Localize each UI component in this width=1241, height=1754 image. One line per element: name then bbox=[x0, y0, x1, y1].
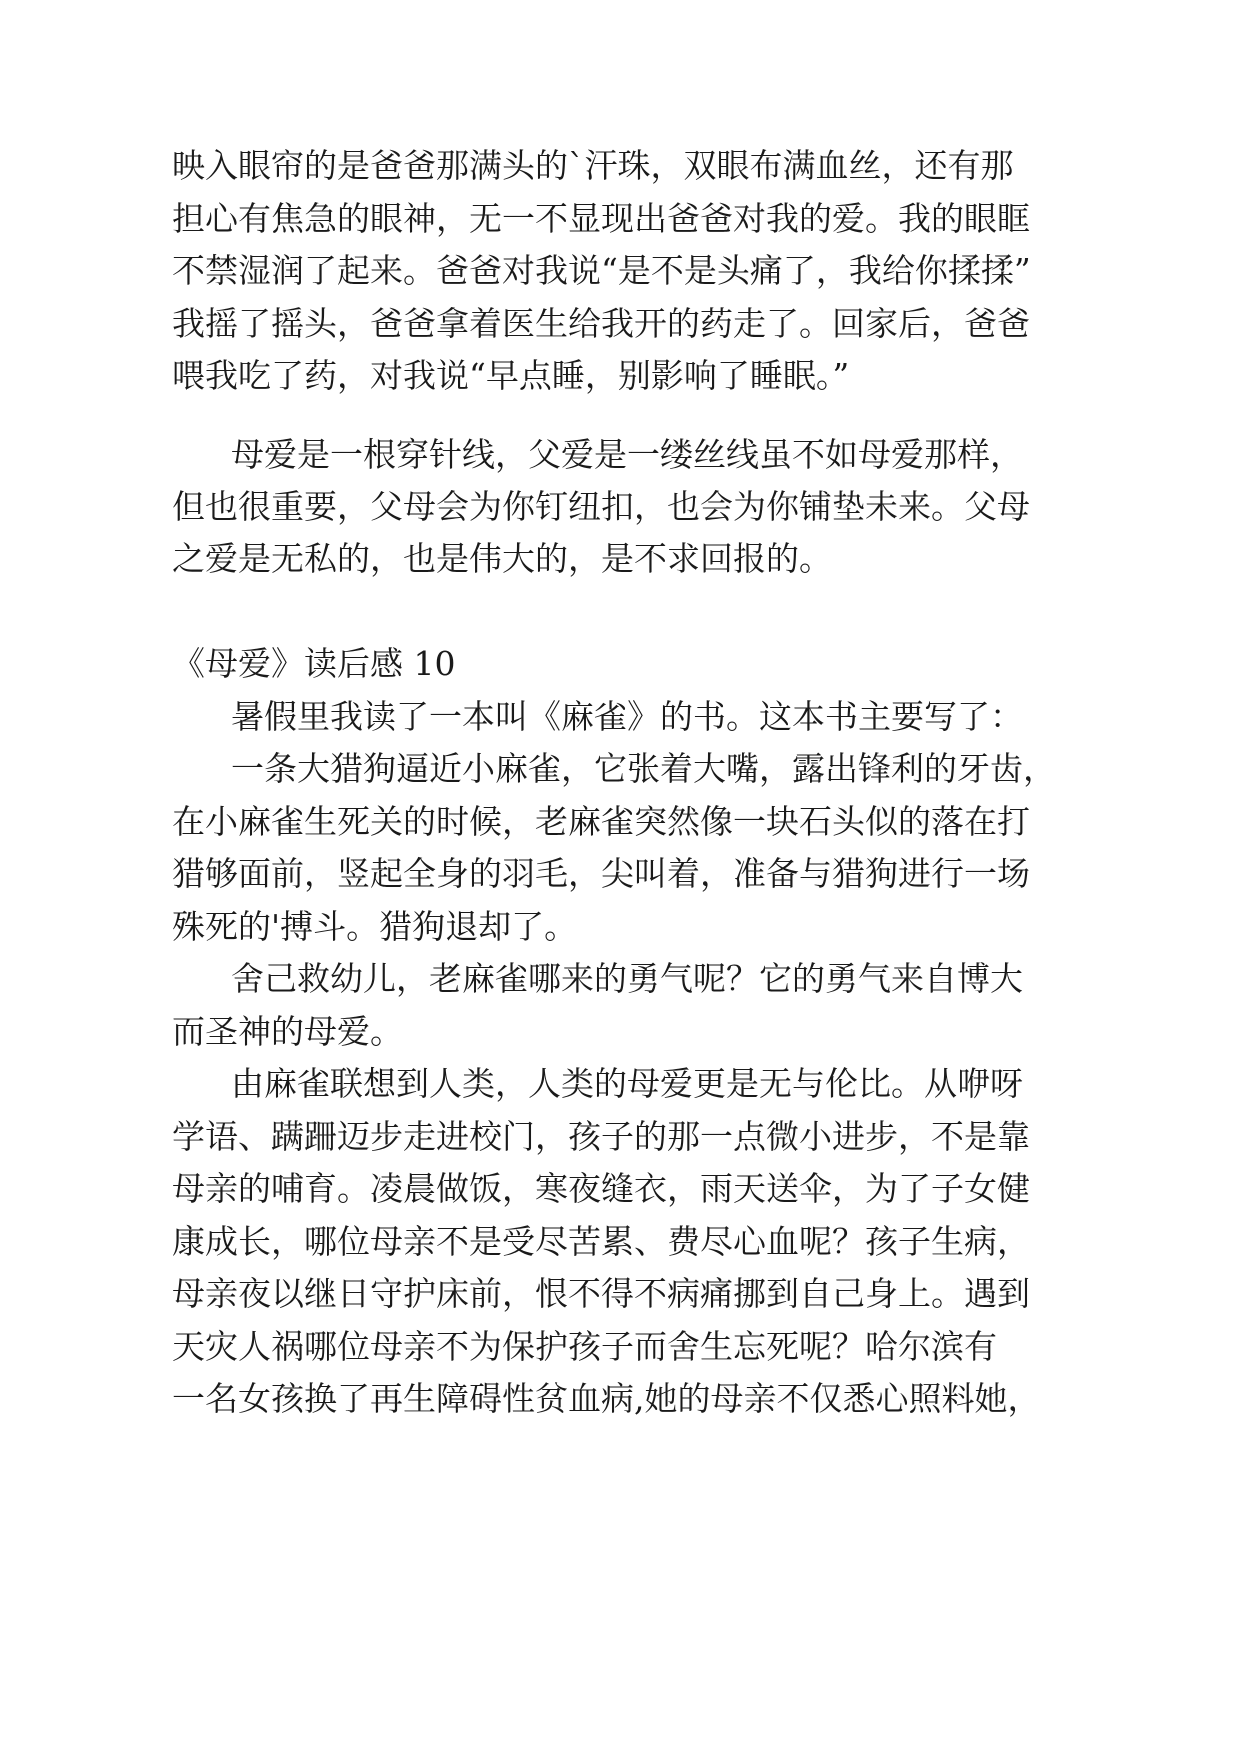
text-line: 天灾人祸哪位母亲不为保护孩子而舍生忘死呢？哈尔滨有 bbox=[172, 1327, 997, 1366]
text-line: 不禁湿润了起来。爸爸对我说“是不是头痛了，我给你揉揉” bbox=[172, 251, 1031, 290]
text-line: 一条大猎狗逼近小麻雀，它张着大嘴，露出锋利的牙齿， bbox=[231, 749, 1056, 788]
text-line: 学语、蹒跚迈步走进校门，孩子的那一点微小进步，不是靠 bbox=[172, 1117, 1030, 1156]
text-line: 在小麻雀生死关的时候，老麻雀突然像一块石头似的落在打 bbox=[172, 802, 1030, 841]
text-line: 喂我吃了药，对我说“早点睡，别影响了睡眠。” bbox=[172, 356, 850, 395]
text-line: 我摇了摇头，爸爸拿着医生给我开的药走了。回家后，爸爸 bbox=[172, 304, 1030, 343]
text-line: 之爱是无私的，也是伟大的，是不求回报的。 bbox=[172, 539, 832, 578]
text-line: 映入眼帘的是爸爸那满头的`汗珠，双眼布满血丝，还有那 bbox=[172, 146, 1014, 185]
text-line: 母亲夜以继日守护床前，恨不得不病痛挪到自己身上。遇到 bbox=[172, 1274, 1030, 1313]
text-line: 但也很重要，父母会为你钉纽扣，也会为你铺垫未来。父母 bbox=[172, 487, 1030, 526]
text-line: 担心有焦急的眼神，无一不显现出爸爸对我的爱。我的眼眶 bbox=[172, 199, 1030, 238]
text-line: 暑假里我读了一本叫《麻雀》的书。这本书主要写了： bbox=[231, 697, 1023, 736]
text-line: 舍己救幼儿，老麻雀哪来的勇气呢？它的勇气来自博大 bbox=[231, 959, 1023, 998]
text-line: 母亲的哺育。凌晨做饭，寒夜缝衣，雨天送伞，为了子女健 bbox=[172, 1169, 1030, 1208]
text-line: 猎够面前，竖起全身的羽毛，尖叫着，准备与猎狗进行一场 bbox=[172, 854, 1030, 893]
section-heading: 《母爱》读后感 10 bbox=[172, 644, 456, 683]
text-line: 康成长，哪位母亲不是受尽苦累、费尽心血呢？孩子生病， bbox=[172, 1222, 1030, 1261]
text-line: 母爱是一根穿针线，父爱是一缕丝线虽不如母爱那样， bbox=[231, 435, 1023, 474]
text-line: 由麻雀联想到人类，人类的母爱更是无与伦比。从咿呀 bbox=[231, 1064, 1023, 1103]
text-line: 一名女孩换了再生障碍性贫血病,她的母亲不仅悉心照料她， bbox=[172, 1379, 1041, 1418]
text-line: 而圣神的母爱。 bbox=[172, 1012, 403, 1051]
text-line: 殊死的'搏斗。猎狗退却了。 bbox=[172, 907, 578, 946]
